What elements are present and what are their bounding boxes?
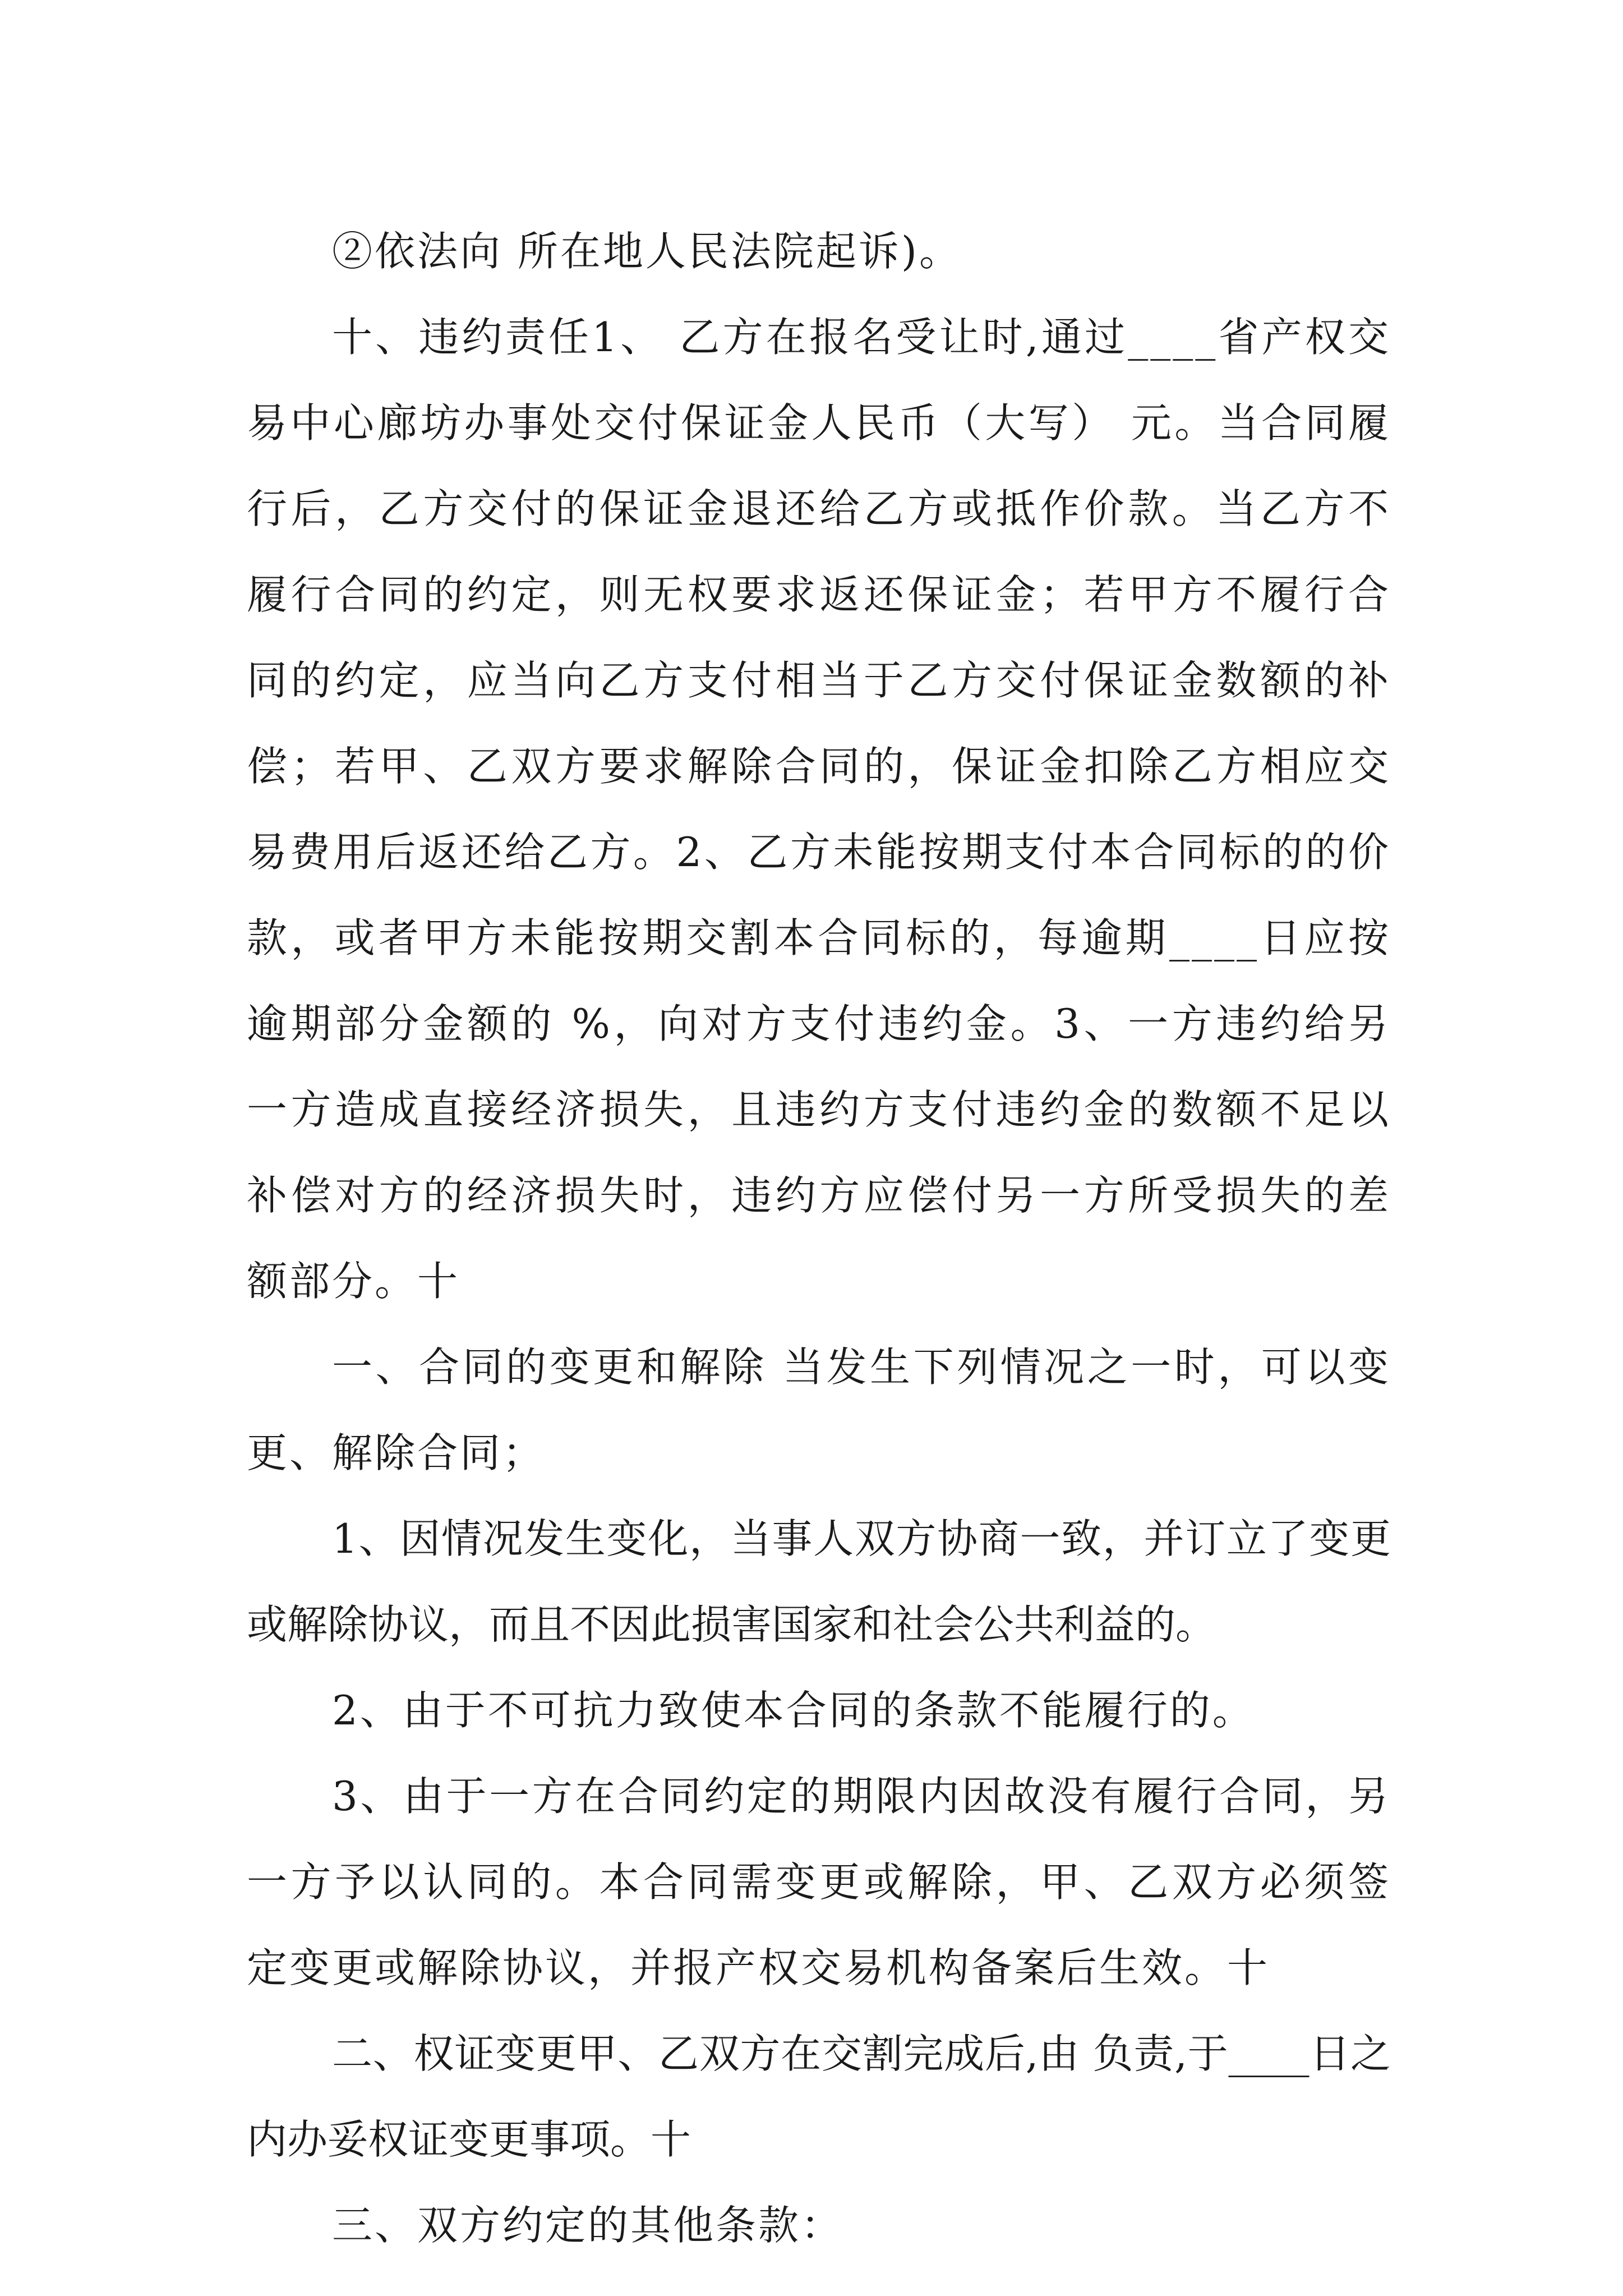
paragraph-change-condition-1: 1、因情况发生变化，当事人双方协商一致，并订立了变更或解除协议，而且不因此损害国家和社会公共利益的。	[247, 1515, 1391, 1648]
paragraph-title-change: 二、权证变更甲、乙双方在交割完成后,由 负责,于____日之内办妥权证变更事项。十	[247, 2030, 1391, 2163]
paragraph-change-condition-3: 3、由于一方在合同约定的期限内因故没有履行合同，另一方予以认同的。本合同需变更或解除，甲、乙双方必须签定变更或解除协议，并报产权交易机构备案后生效。十	[247, 1773, 1391, 1991]
document-body	[247, 209, 1391, 2269]
paragraph-change-condition-2: 2、由于不可抗力致使本合同的条款不能履行的。	[332, 1687, 1255, 1734]
paragraph-lawsuit-clause: ②依法向 所在地人民法院起诉)。	[332, 228, 962, 275]
paragraph-other-terms: 三、双方约定的其他条款：	[332, 2202, 844, 2249]
paragraph-breach-liability: 十、违约责任1、 乙方在报名受让时,通过____省产权交易中心廊坊办事处交付保证金人民币（大写） 元。当合同履行后，乙方交付的保证金退还给乙方或抵作价款。当乙方不履行合同的约定，则无权要求返还保证金；若甲方不履行合同的约定，应当向乙方支付相当于乙方交付保证金数额的补偿；若甲、乙双方要求解除合同的，保证金扣除乙方相应交易费用后返还给乙方。2、乙方未能按期支付本合同标的的价款，或者甲方未能按期交割本合同标的，每逾期____日应按逾期部分金额的 %，向对方支付违约金。3、一方违约给另一方造成直接经济损失，且违约方支付违约金的数额不足以补偿对方的经济损失时，违约方应偿付另一方所受损失的差额部分。十	[247, 314, 1391, 1305]
paragraph-contract-change-heading: 一、合同的变更和解除 当发生下列情况之一时，可以变更、解除合同；	[247, 1343, 1391, 1476]
